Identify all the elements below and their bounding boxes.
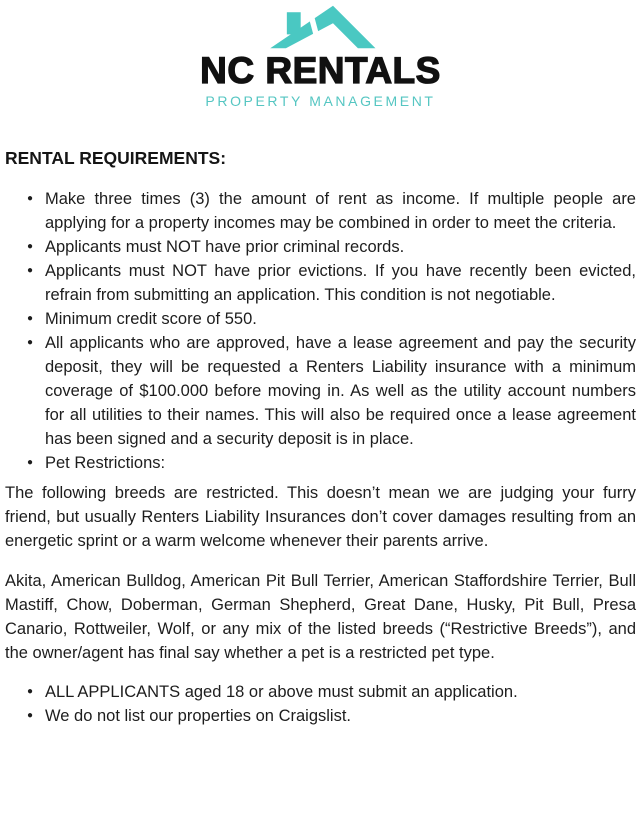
list-item-credit-score (45, 307, 636, 331)
list-item-text: Make three times (3) the amount of rent as income. If multiple people are applying for a property incomes may be combined in order to meet the criteria. (45, 190, 636, 232)
logo-block (5, 0, 636, 109)
list-item-text: We do not list our properties on Craigslist. (45, 707, 351, 725)
list-item-evictions (45, 259, 636, 307)
list-item-text: Pet Restrictions: (45, 454, 166, 472)
list-item-text: Applicants must NOT have prior evictions. If you have recently been evicted, refrain from submitting an application. This condition is not negotiable. (45, 262, 636, 304)
list-item-text: ALL APPLICANTS aged 18 or above must submit an application. (45, 683, 518, 701)
brand-name: NC RENTALS (200, 50, 441, 91)
section-heading: RENTAL REQUIREMENTS: (5, 148, 227, 168)
roof-chimney-icon (5, 3, 636, 51)
paragraph-breed-intro: The following breeds are restricted. This doesn’t mean we are judging your furry friend, but usually Renters Liability Insurances don’t cover damages resulting from an energetic sprint or a warm welcome whenever their parents arrive. (5, 484, 636, 550)
list-item-text: All applicants who are approved, have a lease agreement and pay the security deposit, they will be requested a Renters Liability insurance with a minimum coverage of $100.000 before moving in. As well as the utility account numbers for all utilities to their names. This will also be required once a lease agreement has been signed and a security deposit is in place. (45, 334, 636, 448)
footer-list (5, 680, 636, 728)
list-item-income (45, 187, 636, 235)
requirements-list (5, 187, 636, 475)
brand-tagline: PROPERTY MANAGEMENT (205, 93, 436, 109)
list-item-text: Applicants must NOT have prior criminal records. (45, 238, 405, 256)
list-item-criminal (45, 235, 636, 259)
list-item-text: Minimum credit score of 550. (45, 310, 257, 328)
list-item-craigslist (45, 704, 636, 728)
list-item-pet-restrictions (45, 451, 636, 475)
list-item-applicants-age (45, 680, 636, 704)
list-item-insurance (45, 331, 636, 451)
paragraph-breed-list: Akita, American Bulldog, American Pit Bull Terrier, American Staffordshire Terrier, Bull Mastiff, Chow, Doberman, German Shepherd, Great Dane, Husky, Pit Bull, Presa Canario, Rottweiler, Wolf, or any mix of the listed breeds (“Restrictive Breeds”), and the owner/agent has final say whether a pet is a restricted pet type. (5, 572, 636, 662)
